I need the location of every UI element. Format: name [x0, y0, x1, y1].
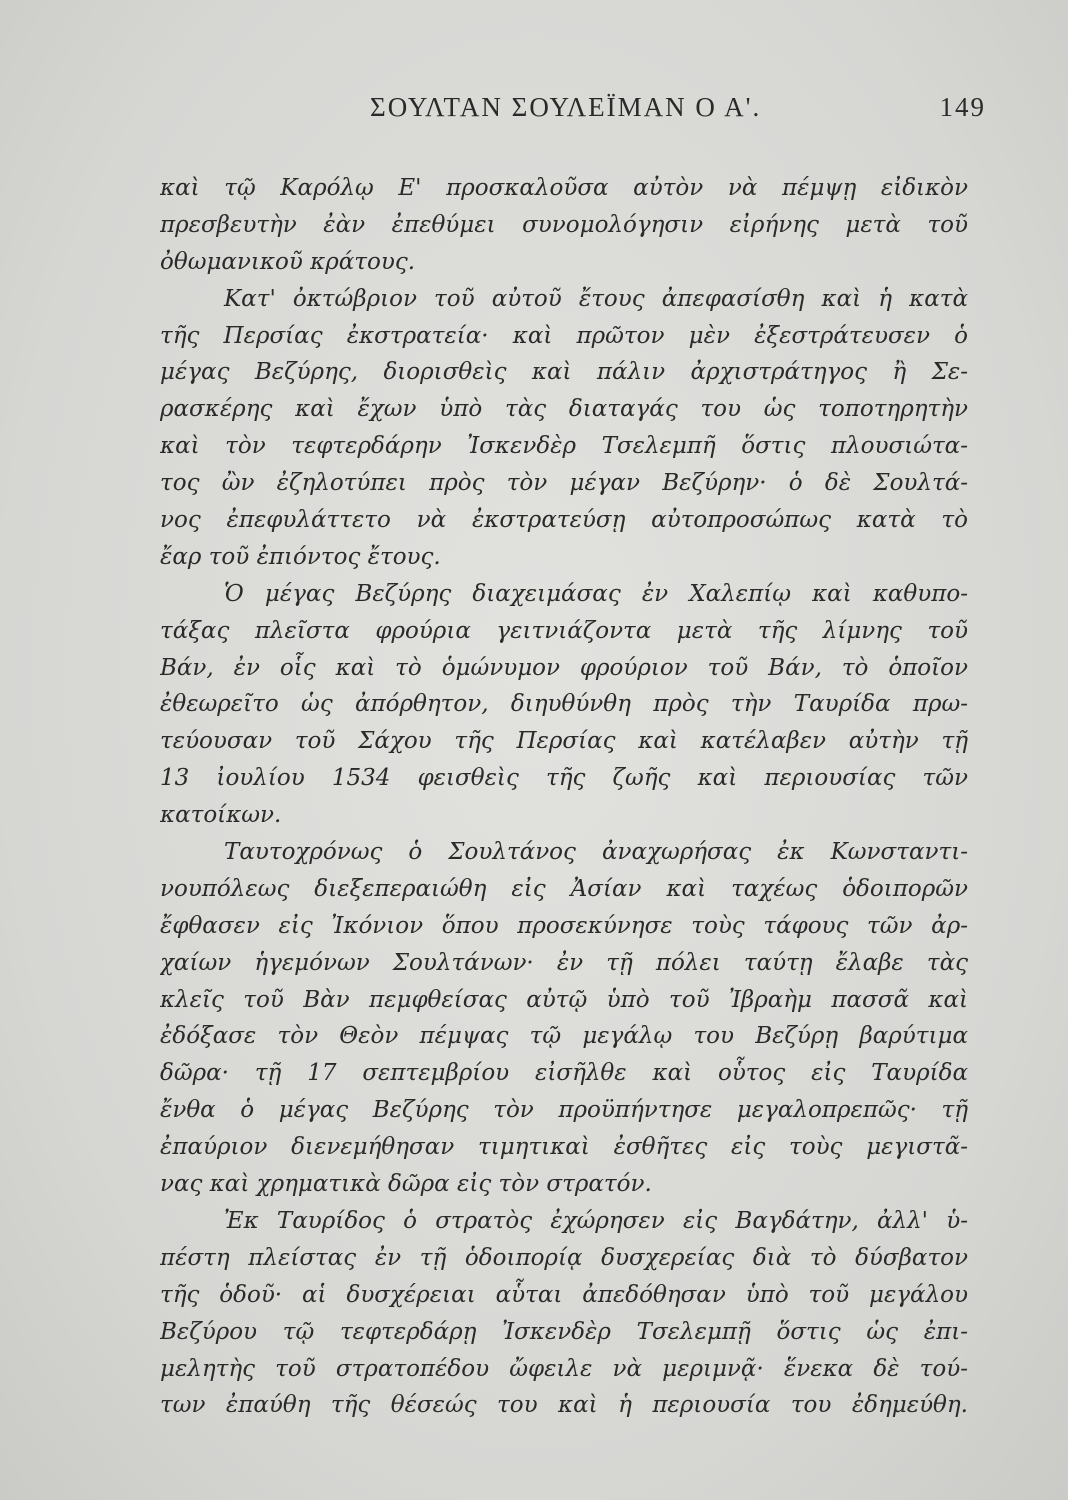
text-line: ρασκέρης καὶ ἔχων ὑπὸ τὰς διαταγάς του ὡς τοποτηρητὴν [160, 396, 968, 423]
text-line: Κατ' ὀκτώβριον τοῦ αὐτοῦ ἔτους ἀπεφασίσθη καὶ ἡ κατὰ [224, 285, 968, 312]
page-number: 149 [939, 92, 986, 122]
text-line: ἔφθασεν εἰς Ἰκόνιον ὅπου προσεκύνησε τοὺς τάφους τῶν ἀρ- [160, 912, 968, 939]
text-line: Βάν, ἐν οἷς καὶ τὸ ὁμώνυμον φρούριον τοῦ Βάν, τὸ ὁποῖον [160, 654, 968, 681]
text-line: κατοίκων. [160, 802, 282, 829]
text-line: μέγας Βεζύρης, διορισθεὶς καὶ πάλιν ἀρχιστράτηγος ἢ Σε- [160, 359, 968, 386]
body-text [160, 170, 968, 1424]
text-line: Ἐκ Ταυρίδος ὁ στρατὸς ἐχώρησεν εἰς Βαγδάτην, ἀλλ' ὑ- [224, 1207, 968, 1234]
text-line: νας καὶ χρηματικὰ δῶρα εἰς τὸν στρατόν. [160, 1171, 652, 1198]
running-title: ΣΟΥΛΤΑΝ ΣΟΥΛΕΪΜΑΝ Ο Α'. [370, 92, 762, 122]
text-line: χαίων ἡγεμόνων Σουλτάνων· ἐν τῇ πόλει ταύτῃ ἔλαβε τὰς [160, 949, 968, 976]
text-line: καὶ τῷ Καρόλῳ Ε' προσκαλοῦσα αὐτὸν νὰ πέμψῃ εἰδικὸν [160, 175, 968, 201]
text-line: πέστη πλείστας ἐν τῇ ὁδοιπορίᾳ δυσχερείας διὰ τὸ δύσβατον [160, 1244, 968, 1271]
text-line: νος ἐπεφυλάττετο νὰ ἐκστρατεύσῃ αὐτοπροσώπως κατὰ τὸ [160, 507, 968, 534]
text-line: τεύουσαν τοῦ Σάχου τῆς Περσίας καὶ κατέλαβεν αὐτὴν τῇ [160, 728, 968, 755]
text-line: ἔαρ τοῦ ἐπιόντος ἔτους. [160, 543, 441, 570]
text-line: τάξας πλεῖστα φρούρια γειτνιάζοντα μετὰ τῆς λίμνης τοῦ [160, 617, 968, 644]
text-line: ἐδόξασε τὸν Θεὸν πέμψας τῷ μεγάλῳ του Βεζύρῃ βαρύτιμα [160, 1023, 968, 1050]
text-line: ἐθεωρεῖτο ὡς ἀπόρθητον, διηυθύνθη πρὸς τὴν Ταυρίδα πρω- [160, 691, 968, 718]
text-line: ἔνθα ὁ μέγας Βεζύρης τὸν προϋπήντησε μεγαλοπρεπῶς· τῇ [160, 1097, 968, 1124]
text-line: Ὁ μέγας Βεζύρης διαχειμάσας ἐν Χαλεπίῳ καὶ καθυπο- [224, 580, 968, 607]
text-line: 13 ἰουλίου 1534 φεισθεὶς τῆς ζωῆς καὶ περιουσίας τῶν [160, 765, 968, 792]
text-line: των ἐπαύθη τῆς θέσεώς του καὶ ἡ περιουσία του ἐδημεύθη. [160, 1392, 968, 1419]
text-line: δῶρα· τῇ 17 σεπτεμβρίου εἰσῆλθε καὶ οὗτος εἰς Ταυρίδα [160, 1060, 968, 1087]
text-line: νουπόλεως διεξεπεραιώθη εἰς Ἀσίαν καὶ ταχέως ὁδοιπορῶν [160, 875, 968, 902]
text-line: τῆς Περσίας ἐκστρατεία· καὶ πρῶτον μὲν ἐξεστράτευσεν ὁ [160, 322, 968, 349]
text-line: τος ὢν ἐζηλοτύπει πρὸς τὸν μέγαν Βεζύρην· ὁ δὲ Σουλτά- [160, 470, 968, 497]
text-line: πρεσβευτὴν ἐὰν ἐπεθύμει συνομολόγησιν εἰρήνης μετὰ τοῦ [160, 211, 968, 238]
text-line: Ταυτοχρόνως ὁ Σουλτάνος ἀναχωρήσας ἐκ Κωνσταντι- [224, 839, 968, 866]
running-head [160, 92, 986, 132]
text-line: τῆς ὁδοῦ· αἱ δυσχέρειαι αὗται ἀπεδόθησαν ὑπὸ τοῦ μεγάλου [160, 1281, 968, 1308]
text-line: καὶ τὸν τεφτερδάρην Ἰσκενδὲρ Τσελεμπῆ ὅστις πλουσιώτα- [160, 433, 968, 460]
text-line: Βεζύρου τῷ τεφτερδάρῃ Ἰσκενδὲρ Τσελεμπῇ ὅστις ὡς ἐπι- [160, 1318, 968, 1345]
text-line: ὀθωμανικοῦ κράτους. [160, 248, 416, 275]
text-line: ἐπαύριον διενεμήθησαν τιμητικαὶ ἐσθῆτες εἰς τοὺς μεγιστᾶ- [160, 1134, 968, 1161]
text-line: μελητὴς τοῦ στρατοπέδου ὤφειλε νὰ μεριμνᾷ· ἕνεκα δὲ τού- [160, 1355, 968, 1382]
text-line: κλεῖς τοῦ Βὰν πεμφθείσας αὐτῷ ὑπὸ τοῦ Ἰβραὴμ πασσᾶ καὶ [160, 986, 968, 1013]
